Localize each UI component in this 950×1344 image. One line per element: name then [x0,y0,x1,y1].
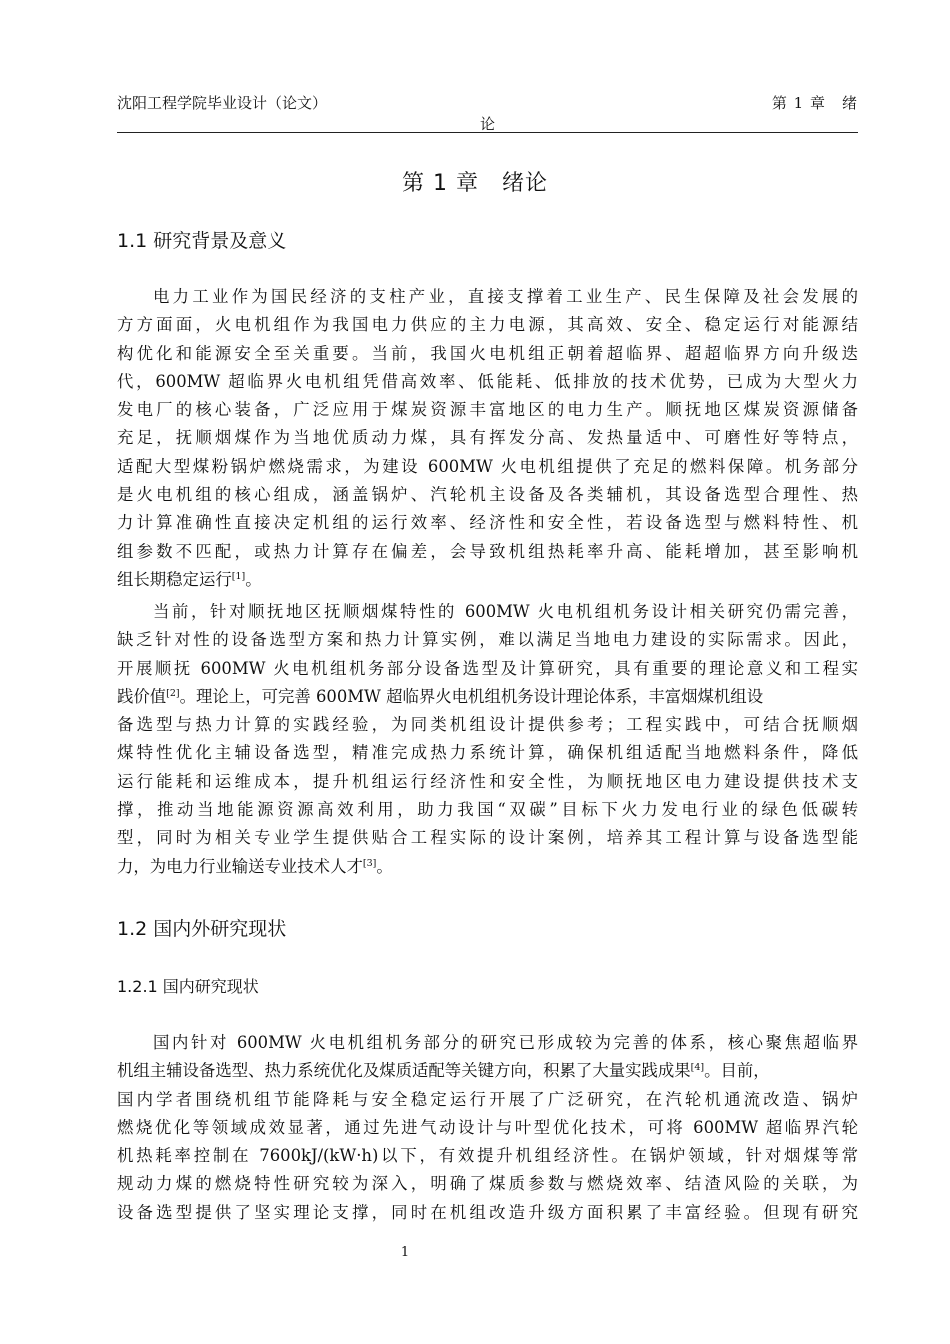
text-line [117,683,858,711]
header-school-title: 沈阳工程学院毕业设计（论文） [117,94,328,112]
section-heading-1-2: 1.2 国内外研究现状 [117,918,287,940]
header-chapter-label-wrap: 论 [480,115,496,133]
page-number: 1 [400,1245,410,1260]
citation-marker: [4] [690,1062,705,1074]
text-line: 燃烧优化等领域成效显著，通过先进气动设计与叶型优化技术，可将 600MW 超临界汽轮 [117,1117,858,1137]
text-line: 设备选型提供了坚实理论支撑，同时在机组改造升级方面积累了丰富经验。但现有研究 [117,1202,858,1222]
text-line: 组参数不匹配，或热力计算存在偏差，会导致机组热耗率升高、能耗增加，甚至影响机 [117,541,858,561]
chapter-title: 第 1 章 绪论 [402,171,548,196]
text-span: 机组主辅设备选型、热力系统优化及煤质适配等关键方向，积累了大量实践成果 [117,1061,691,1081]
text-line: 代，600MW 超临界火电机组凭借高效率、低能耗、低排放的技术优势，已成为大型火力 [117,371,858,391]
citation-marker: [1] [231,570,246,582]
text-line [117,1057,858,1085]
text-line: 适配大型煤粉锅炉燃烧需求，为建设 600MW 火电机组提供了充足的燃料保障。机务部分 [117,456,858,476]
text-line: 备选型与热力计算的实践经验，为同类机组设计提供参考；工程实践中，可结合抚顺烟 [117,715,858,735]
text-line: 当前，针对顺抚地区抚顺烟煤特性的 600MW 火电机组机务设计相关研究仍需完善， [153,602,858,621]
text-line: 缺乏针对性的设备选型方案和热力计算实例，难以满足当地电力建设的实际需求。因此， [117,630,858,650]
text-line: 电力工业作为国民经济的支柱产业，直接支撑着工业生产、民生保障及社会发展的 [153,287,858,306]
paragraph-background [117,283,858,594]
citation-marker: [3] [362,857,377,869]
text-line: 型，同时为相关专业学生提供贴合工程实际的设计案例，培养其工程计算与设备选型能 [117,828,858,848]
text-line: 构优化和能源安全至关重要。当前，我国火电机组正朝着超临界、超超临界方向升级迭 [117,343,858,363]
text-span: 。 [376,856,393,876]
text-line: 煤特性优化主辅设备选型，精准完成热力系统计算，确保机组适配当地燃料条件，降低 [117,743,858,763]
text-line: 撑，推动当地能源资源高效利用，助力我国“双碳”目标下火力发电行业的绿色低碳转 [117,800,858,820]
text-span: 组长期稳定运行 [117,569,232,589]
text-line: 国内针对 600MW 火电机组机务部分的研究已形成较为完善的体系，核心聚焦超临界 [153,1033,858,1052]
text-span: 。 [245,569,262,589]
paragraph-significance [117,598,858,881]
header-chapter-label: 第 1 章 绪 [771,94,858,112]
text-line: 运行能耗和运维成本，提升机组运行经济性和安全性，为顺抚地区电力建设提供技术支 [117,771,858,791]
text-span: 。理论上，可完善 600MW 超临界火电机组机务设计理论体系，丰富烟煤机组设 [179,686,764,706]
paragraph-domestic-research [117,1029,858,1227]
text-line: 力计算准确性直接决定机组的运行效率、经济性和安全性，若设备选型与燃料特性、机 [117,513,858,533]
text-line: 国内学者围绕机组节能降耗与安全稳定运行开展了广泛研究，在汽轮机通流改造、锅炉 [117,1089,858,1109]
text-line: 充足，抚顺烟煤作为当地优质动力煤，具有挥发分高、发热量适中、可磨性好等特点， [117,428,858,448]
text-line: 方方面面，火电机组作为我国电力供应的主力电源，其高效、安全、稳定运行对能源结 [117,315,858,335]
text-line: 开展顺抚 600MW 火电机组机务部分设备选型及计算研究，具有重要的理论意义和工程实 [117,658,858,678]
text-line: 发电厂的核心装备，广泛应用于煤炭资源丰富地区的电力生产。顺抚地区煤炭资源储备 [117,400,858,420]
text-line [117,566,858,594]
text-span: 。目前， [704,1061,770,1081]
text-line: 是火电机组的核心组成，涵盖锅炉、汽轮机主设备及各类辅机，其设备选型合理性、热 [117,485,858,505]
page-header [117,92,858,133]
section-heading-1-1: 1.1 研究背景及意义 [117,230,287,252]
citation-marker: [2] [166,687,180,699]
text-span: 践价值 [117,686,167,706]
text-line [117,853,858,881]
text-line: 机热耗率控制在 7600kJ/(kW·h)以下，有效提升机组经济性。在锅炉领域，针对烟煤等常 [117,1146,858,1166]
text-line: 规动力煤的燃烧特性研究较为深入，明确了煤质参数与燃烧效率、结渣风险的关联，为 [117,1174,858,1194]
text-span: 力，为电力行业输送专业技术人才 [117,856,363,876]
subsection-heading-1-2-1: 1.2.1 国内研究现状 [117,977,259,996]
